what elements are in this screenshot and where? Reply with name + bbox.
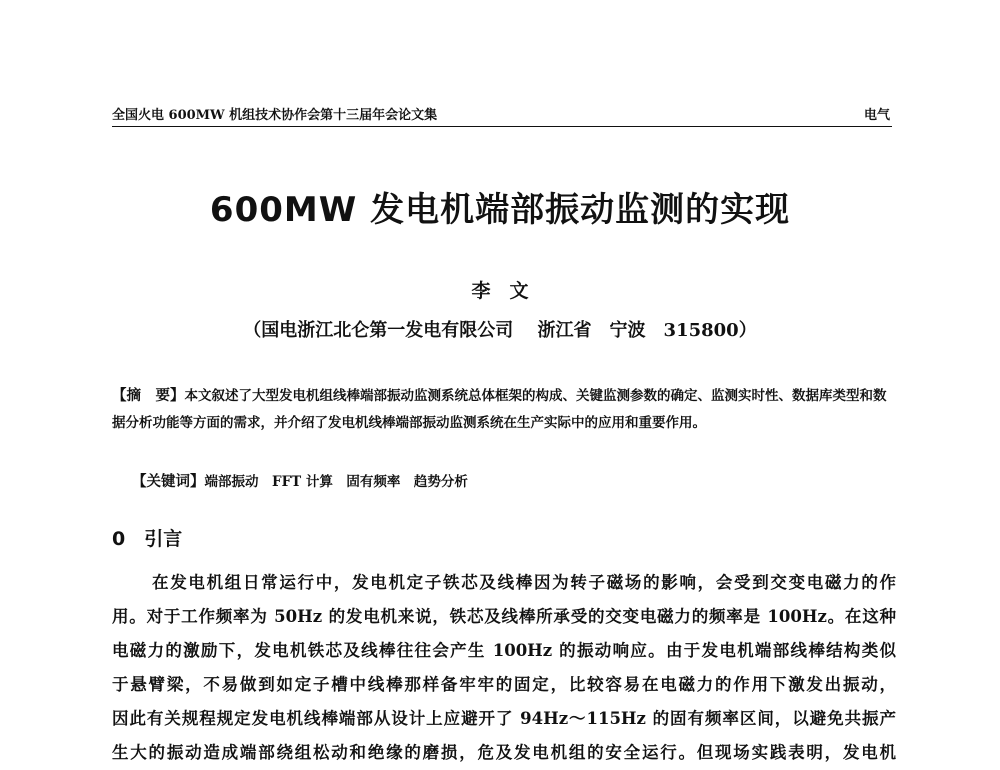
section-category: 电气 bbox=[863, 108, 890, 123]
body-line: 电磁力的激励下，发电机铁芯及线棒往往会产生 100Hz 的振动响应。由于发电机端部线棒结构类似 bbox=[112, 641, 896, 660]
running-header bbox=[112, 106, 892, 127]
abstract bbox=[112, 382, 892, 437]
abstract-label: 【摘 要】 bbox=[112, 387, 185, 404]
body-line: 在发电机组日常运行中，发电机定子铁芯及线棒因为转子磁场的影响，会受到交变电磁力的作 bbox=[152, 573, 896, 592]
section-heading-introduction: 0 引言 bbox=[112, 528, 183, 550]
proceedings-title: 全国火电 600MW 机组技术协作会第十三届年会论文集 bbox=[112, 108, 438, 123]
abstract-text: 本文叙述了大型发电机组线棒端部振动监测系统总体框架的构成、关键监测参数的确定、监测实时性、数据库类型和数据分析功能等方面的需求，并介绍了发电机线棒端部振动监测系统在生产实际中的应用和重要作用。 bbox=[112, 388, 887, 431]
author-name: 李 文 bbox=[471, 280, 529, 302]
body-line: 用。对于工作频率为 50Hz 的发电机来说，铁芯及线棒所承受的交变电磁力的频率是 100Hz。在这种 bbox=[112, 607, 896, 626]
keywords bbox=[132, 468, 892, 496]
body-line: 生大的振动造成端部绕组松动和绝缘的磨损，危及发电机组的安全运行。但现场实践表明，发电机 bbox=[112, 743, 896, 762]
body-text bbox=[112, 566, 896, 770]
body-line: 因此有关规程规定发电机线棒端部从设计上应避开了 94Hz～115Hz 的固有频率区间，以避免共振产 bbox=[112, 709, 896, 728]
body-line: 于悬臂梁，不易做到如定子槽中线棒那样备牢牢的固定，比较容易在电磁力的作用下激发出振动， bbox=[112, 675, 896, 694]
keywords-label: 【关键词】 bbox=[132, 473, 205, 490]
keywords-text: 端部振动 FFT 计算 固有频率 趋势分析 bbox=[204, 474, 468, 490]
paper-title: 600MW 发电机端部振动监测的实现 bbox=[209, 190, 791, 230]
author-affiliation: （国电浙江北仑第一发电有限公司 浙江省 宁波 315800） bbox=[243, 320, 757, 341]
